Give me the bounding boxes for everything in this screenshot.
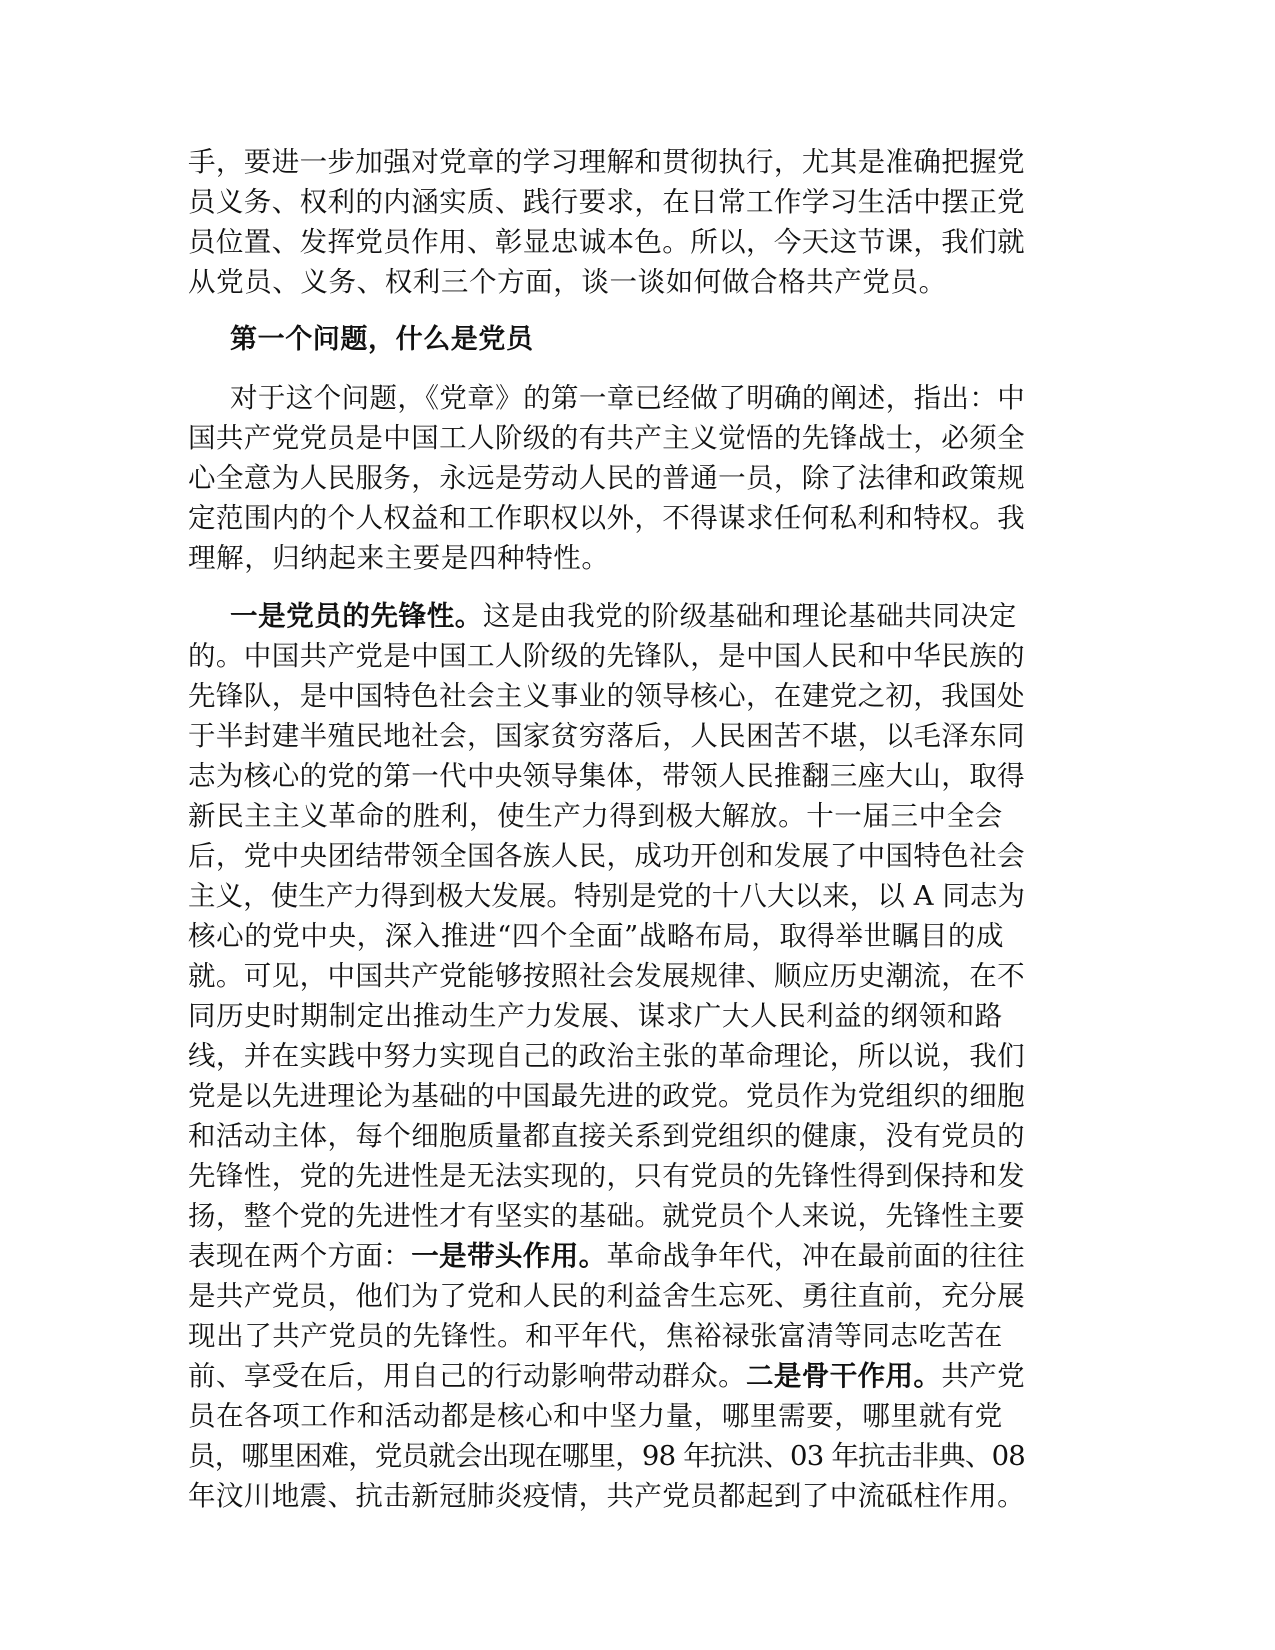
text-line: 志为核心的党的第一代中央领导集体，带领人民推翻三座大山，取得 [188, 760, 1025, 792]
text-line: 就。可见，中国共产党能够按照社会发展规律、顺应历史潮流，在不 [188, 960, 1025, 992]
text-line-lead [230, 596, 1017, 636]
text-span: 表现在两个方面： [188, 1240, 412, 1272]
text-line: 员义务、权利的内涵实质、践行要求，在日常工作学习生活中摆正党 [188, 186, 1025, 218]
text-line: 手，要进一步加强对党章的学习理解和贯彻执行，尤其是准确把握党 [188, 146, 1025, 178]
text-line: 对于这个问题，《党章》的第一章已经做了明确的阐述，指出：中 [230, 382, 1026, 414]
text-line: 国共产党党员是中国工人阶级的有共产主义觉悟的先锋战士，必须全 [188, 422, 1025, 454]
text-line-mixed [188, 1356, 1025, 1396]
text-line: 同历史时期制定出推动生产力发展、谋求广大人民利益的纲领和路 [188, 1000, 1003, 1032]
text-line: 后，党中央团结带领全国各族人民，成功开创和发展了中国特色社会 [188, 840, 1025, 872]
bold-lead: 一是党员的先锋性。 [230, 600, 483, 632]
text-line-mixed [188, 1236, 1025, 1276]
lead-rest: 这是由我党的阶级基础和理论基础共同决定 [482, 600, 1017, 632]
text-line: 从党员、义务、权利三个方面，谈一谈如何做合格共产党员。 [188, 266, 947, 298]
text-line: 员位置、发挥党员作用、彰显忠诚本色。所以，今天这节课，我们就 [188, 226, 1025, 258]
text-span: 革命战争年代，冲在最前面的往往 [606, 1240, 1026, 1272]
text-span: 共产党 [941, 1360, 1026, 1392]
bold-span: 一是带头作用。 [411, 1240, 607, 1272]
text-line: 核心的党中央，深入推进“四个全面”战略布局，取得举世瞩目的成 [188, 920, 1005, 952]
text-line: 党是以先进理论为基础的中国最先进的政党。党员作为党组织的细胞 [188, 1080, 1025, 1112]
text-line: 现出了共产党员的先锋性。和平年代，焦裕禄张富清等同志吃苦在 [188, 1320, 1003, 1352]
text-line: 新民主主义革命的胜利，使生产力得到极大解放。十一届三中全会 [188, 800, 1003, 832]
text-line: 员在各项工作和活动都是核心和中坚力量，哪里需要，哪里就有党 [188, 1400, 1003, 1432]
text-line: 先锋性，党的先进性是无法实现的，只有党员的先锋性得到保持和发 [188, 1160, 1025, 1192]
text-line: 线，并在实践中努力实现自己的政治主张的革命理论，所以说，我们 [188, 1040, 1025, 1072]
text-line: 心全意为人民服务，永远是劳动人民的普通一员，除了法律和政策规 [188, 462, 1025, 494]
text-line: 扬，整个党的先进性才有坚实的基础。就党员个人来说，先锋性主要 [188, 1200, 1025, 1232]
text-line: 理解，归纳起来主要是四种特性。 [188, 542, 610, 574]
bold-span: 二是骨干作用。 [746, 1360, 942, 1392]
text-line: 和活动主体，每个细胞质量都直接关系到党组织的健康，没有党员的 [188, 1120, 1025, 1152]
text-line: 员，哪里困难，党员就会出现在哪里，98 年抗洪、03 年抗击非典、08 [188, 1440, 1025, 1472]
text-line: 的。中国共产党是中国工人阶级的先锋队，是中国人民和中华民族的 [188, 640, 1025, 672]
text-span: 前、享受在后，用自己的行动影响带动群众。 [188, 1360, 746, 1392]
text-line: 定范围内的个人权益和工作职权以外，不得谋求任何私利和特权。我 [188, 502, 1025, 534]
text-line: 年汶川地震、抗击新冠肺炎疫情，共产党员都起到了中流砥柱作用。 [188, 1480, 1025, 1512]
text-line: 是共产党员，他们为了党和人民的利益舍生忘死、勇往直前，充分展 [188, 1280, 1025, 1312]
section-heading: 第一个问题，什么是党员 [230, 324, 534, 355]
text-line: 于半封建半殖民地社会，国家贫穷落后，人民困苦不堪，以毛泽东同 [188, 720, 1025, 752]
text-line: 主义，使生产力得到极大发展。特别是党的十八大以来，以 A 同志为 [188, 880, 1026, 912]
text-line: 先锋队，是中国特色社会主义事业的领导核心，在建党之初，我国处 [188, 680, 1025, 712]
